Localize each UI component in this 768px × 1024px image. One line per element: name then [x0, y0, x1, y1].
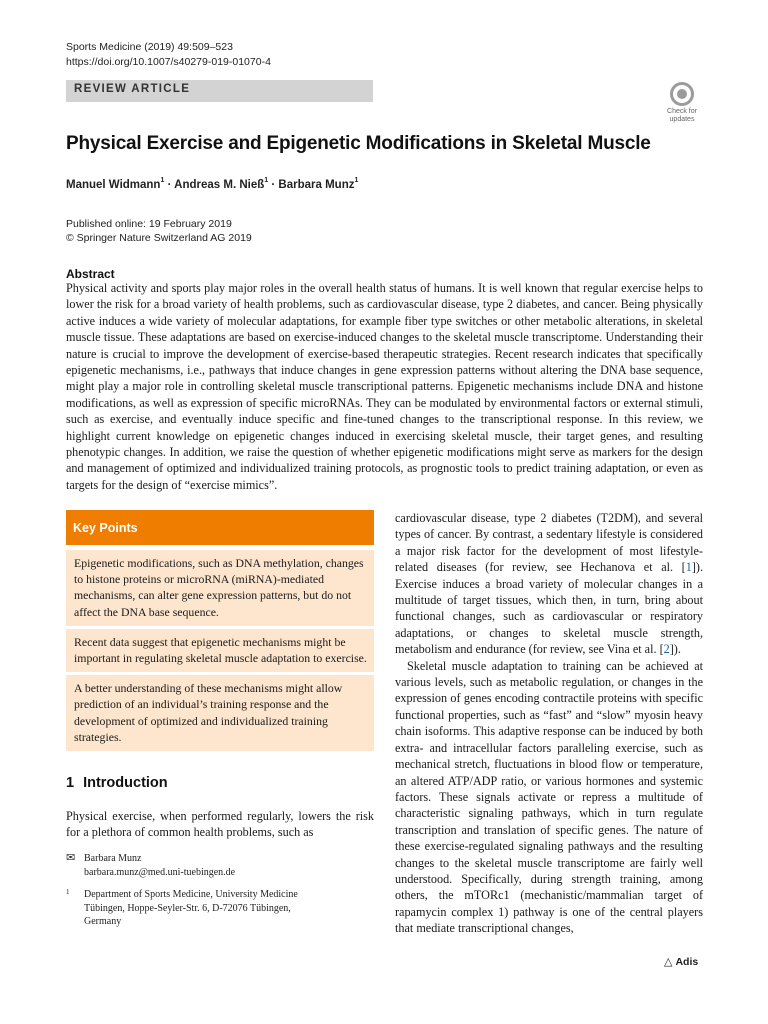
- section-number: 1: [66, 775, 75, 791]
- publication-info: [66, 217, 252, 245]
- check-updates-label: Check for updates: [667, 108, 697, 123]
- copyright-notice: © Springer Nature Switzerland AG 2019: [66, 232, 252, 244]
- correspondence-email[interactable]: barbara.munz@med.uni-tuebingen.de: [84, 866, 236, 878]
- key-points-box: [66, 510, 374, 751]
- journal-name: Sports Medicine (2019) 49:509–523: [66, 41, 233, 53]
- key-points-heading: Key Points: [66, 510, 374, 545]
- key-point-item: A better understanding of these mechanisms might allow prediction of an individual’s training response and the development of optimized and individualized training strategies.: [66, 675, 374, 751]
- author-separator: ·: [164, 179, 175, 191]
- right-column-body: [395, 510, 703, 937]
- abstract-heading: Abstract: [66, 267, 115, 281]
- article-type-banner: [66, 80, 373, 102]
- correspondence-footnote: [66, 852, 235, 879]
- section-title: Introduction: [83, 775, 168, 791]
- key-point-item: Epigenetic modifications, such as DNA methylation, changes to histone proteins or microRNA (miRNA)-mediated mechanisms, can alter gene expression patterns, but do not affect the DNA base sequence.: [66, 550, 374, 626]
- citation-link[interactable]: 1: [685, 560, 692, 575]
- abstract-text: Physical activity and sports play major roles in the overall health status of humans. It is well known that regular exercise helps to lower the risk for a broad variety of health problems, such as cardiovascular disease, type 2 diabetes, and cancer. Being physically active induces a wide variety of molecular adaptations, for example fiber type switches or other metabolic alterations, in skeletal muscle tissue. These adaptations are based on exercise-induced changes to the skeletal muscle transcriptome. Understanding their nature is crucial to improve the development of exercise-based therapeutic strategies. Recent research indicates that specifically epigenetic mechanisms, i.e., pathways that induce changes in gene expression patterns without altering the DNA base sequence, might play a major role in controlling skeletal muscle transcriptional patterns. Epigenetic mechanisms include DNA and histone modifications, as well as expression of specific microRNAs. They can be modulated by environmental factors or external stimuli, such as exercise, and eventually induce specific and fine-tuned changes to the transcriptional response. In this review, we highlight current knowledge on epigenetic changes induced in exercising skeletal muscle, their target genes, and resulting phenotypic changes. In addition, we raise the question of whether epigenetic modifications might serve as markers for the design and management of optimized and individualized training protocols, as prognostic tools to predict training adaptation, or even as targets for the design of “exercise mimics”.: [66, 281, 703, 492]
- affiliation-line: Tübingen, Hoppe-Seyler-Str. 6, D-72076 Tübingen,: [84, 902, 291, 914]
- affiliation-footnote: [66, 888, 364, 929]
- author-name[interactable]: Manuel Widmann: [66, 179, 161, 191]
- introduction-paragraph: Physical exercise, when performed regularly, lowers the risk for a plethora of common health problems, such as: [66, 809, 374, 840]
- section-heading-introduction: [66, 775, 168, 791]
- article-title: Physical Exercise and Epigenetic Modifications in Skeletal Muscle: [66, 133, 651, 154]
- publisher-name: Adis: [675, 956, 699, 968]
- published-date: Published online: 19 February 2019: [66, 218, 232, 230]
- author-separator: ·: [268, 179, 279, 191]
- author-affiliation-mark: 1: [354, 177, 359, 184]
- adis-triangle-icon: △: [664, 956, 673, 968]
- affiliation-line: Germany: [84, 916, 122, 927]
- envelope-icon: ✉: [66, 852, 76, 864]
- author-list: [66, 179, 358, 191]
- publisher-logo: [664, 955, 698, 968]
- body-paragraph: Skeletal muscle adaptation to training can be achieved at various levels, such as metabolic regulation, or changes in the expression of genes encoding contractile proteins with specific functional properties, such as “fast” and “slow” myosin heavy chain isoforms. This adaptive response can be induced by both extra- and intracellular factors paralleling exercise, such as mechanical stretch, fluctuations in blood flow or temperature, an altered ATP/ADP ratio, or various hormones and systemic factors. These signals activate or repress a multitude of characteristic signaling pathways, which in turn regulate transcription and translation of specific genes. The nature of these exercise-regulated signaling pathways and the resulting changes to the skeletal muscle transcriptome are fairly well understood. Specifically, during strength training, among others, the mTORc1 (mechanistic/mammalian target of rapamycin complex 1) pathway is one of the central players that mediate transcriptional changes,: [395, 658, 703, 936]
- crossmark-icon: [670, 82, 694, 106]
- article-type-label: REVIEW ARTICLE: [74, 83, 191, 95]
- doi-link[interactable]: https://doi.org/10.1007/s40279-019-01070-4: [66, 56, 271, 68]
- journal-citation: [66, 40, 271, 70]
- citation-link[interactable]: 2: [663, 642, 670, 657]
- author-name[interactable]: Andreas M. Nieß: [174, 179, 265, 191]
- affiliation-line: Department of Sports Medicine, University Medicine: [84, 889, 298, 900]
- affiliation-number: 1: [66, 888, 70, 896]
- author-affiliation-mark: 1: [160, 177, 165, 184]
- key-point-item: Recent data suggest that epigenetic mechanisms might be important in regulating skeletal muscle adaptation to exercise.: [66, 629, 374, 672]
- check-for-updates-badge[interactable]: [662, 82, 702, 124]
- body-paragraph: cardiovascular disease, type 2 diabetes (T2DM), and several types of cancer. By contrast, a sedentary lifestyle is considered a major risk factor for the development of most lifestyle-related diseases (for review, see Hechanova et al. [1]). Exercise induces a broad variety of molecular changes in a multitude of target tissues, which then, in turn, bring about functional changes, such as cardiovascular or respiratory adaptations, or changes to skeletal muscle strength, metabolism and endurance (for review, see Vina et al. [2]).: [395, 511, 703, 657]
- author-name[interactable]: Barbara Munz: [278, 179, 355, 191]
- author-affiliation-mark: 1: [264, 177, 269, 184]
- correspondence-name: Barbara Munz: [84, 853, 142, 864]
